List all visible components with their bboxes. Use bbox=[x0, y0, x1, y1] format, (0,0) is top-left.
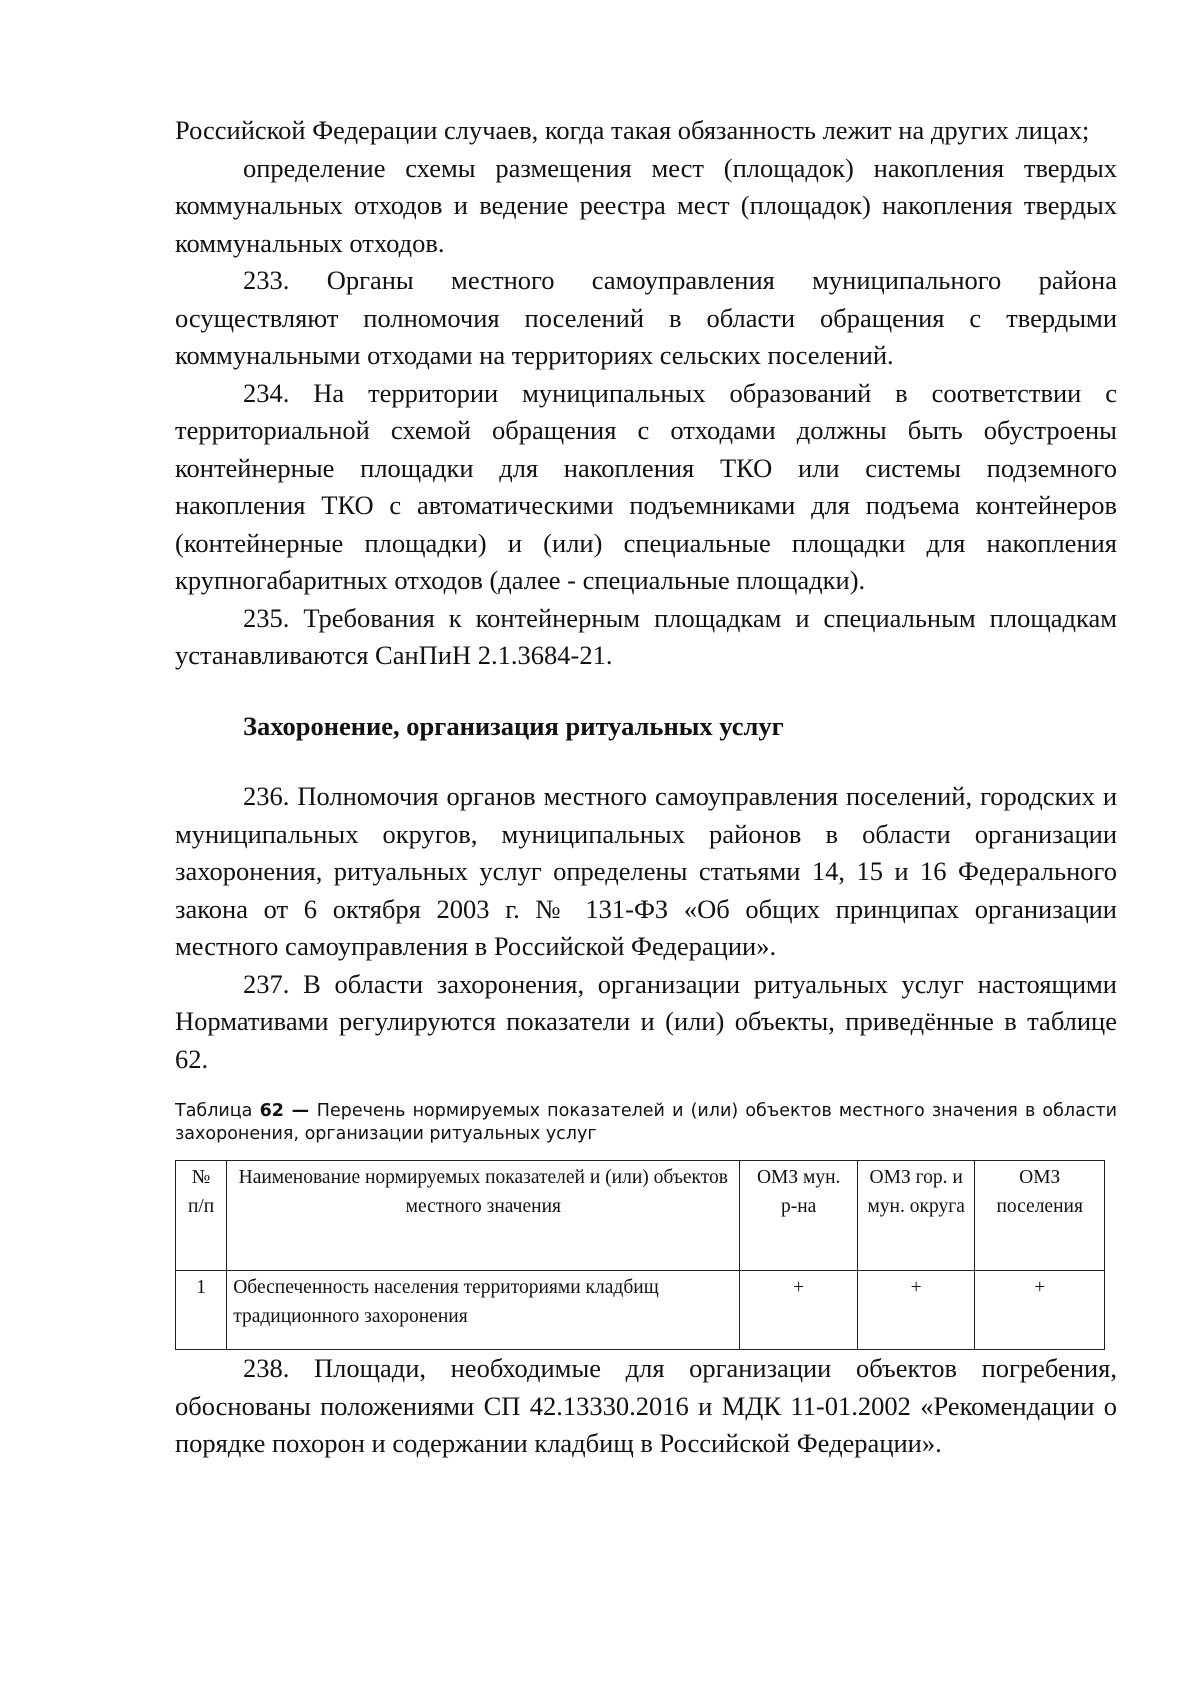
cell-omz-settlement: + bbox=[975, 1271, 1105, 1350]
page-content bbox=[175, 112, 1117, 1463]
heading-spacer bbox=[175, 745, 1117, 778]
paragraph-234: 234. На территории муниципальных образований в соответствии с территориальной схемой обращения с отходами должны быть обустроены контейнерные площадки для накопления ТКО или системы подземного накопления ТКО с автоматическими подъемниками для подъема контейнеров (контейнерные площадки) и (или) специальные площадки для накопления крупногабаритных отходов (далее - специальные площадки). bbox=[175, 377, 1117, 595]
paragraph-continued: Российской Федерации случаев, когда такая обязанность лежит на других лицах; bbox=[175, 115, 1090, 145]
cell-indicator-name: Обеспеченность населения территориями кладбищ традиционного захоронения bbox=[227, 1271, 740, 1350]
cell-omz-district: + bbox=[740, 1271, 858, 1350]
header-indicator-name: Наименование нормируемых показателей и (или) объектов местного значения bbox=[227, 1161, 740, 1271]
table-caption bbox=[175, 1100, 1117, 1146]
paragraph-237: 237. В области захоронения, организации ритуальных услуг настоящими Нормативами регулируются показатели и (или) объекты, приведённые в таблице 62. bbox=[175, 968, 1117, 1074]
table-row bbox=[176, 1271, 1105, 1350]
paragraph-235: 235. Требования к контейнерным площадкам и специальным площадкам устанавливаются СанПиН 2.1.3684-21. bbox=[175, 602, 1117, 670]
cell-number: 1 bbox=[176, 1271, 227, 1350]
header-omz-settlement: ОМЗ поселения bbox=[975, 1161, 1105, 1271]
caption-dash: — bbox=[283, 1101, 317, 1121]
caption-prefix: Таблица bbox=[175, 1101, 260, 1121]
paragraph-238: 238. Площади, необходимые для организации объектов погребения, обоснованы положениями СП 42.13330.2016 и МДК 11-01.2002 «Рекомендации о порядке похорон и содержании кладбищ в Российской Федерации». bbox=[175, 1353, 1117, 1458]
header-omz-district: ОМЗ мун. р-на bbox=[740, 1161, 858, 1271]
caption-table-number: 62 bbox=[259, 1101, 284, 1121]
paragraph-236: 236. Полномочия органов местного самоуправления поселений, городских и муниципальных округов, муниципальных районов в области организации захоронения, ритуальных услуг определены статьями 14, 15 и 16 Федерального закона от 6 октября 2003 г. № 131-ФЗ «Об общих принципах организации местного самоуправления в Российской Федерации». bbox=[175, 781, 1117, 961]
header-omz-city-okrug: ОМЗ гор. и мун. округа bbox=[857, 1161, 975, 1271]
paragraph-waste-scheme: определение схемы размещения мест (площадок) накопления твердых коммунальных отходов и ведение реестра мест (площадок) накопления твердых коммунальных отходов. bbox=[175, 152, 1117, 258]
table-header-row bbox=[176, 1161, 1105, 1271]
section-heading: Захоронение, организация ритуальных услуг bbox=[243, 710, 784, 741]
header-number: № п/п bbox=[176, 1161, 227, 1271]
cell-omz-city-okrug: + bbox=[857, 1271, 975, 1350]
caption-text: Перечень нормируемых показателей и (или) объектов местного значения в области захоронения, организации ритуальных услуг bbox=[175, 1101, 1118, 1144]
norms-table bbox=[175, 1160, 1105, 1350]
paragraph-233: 233. Органы местного самоуправления муниципального района осуществляют полномочия поселений в области обращения с твердыми коммунальными отходами на территориях сельских поселений. bbox=[175, 265, 1117, 370]
